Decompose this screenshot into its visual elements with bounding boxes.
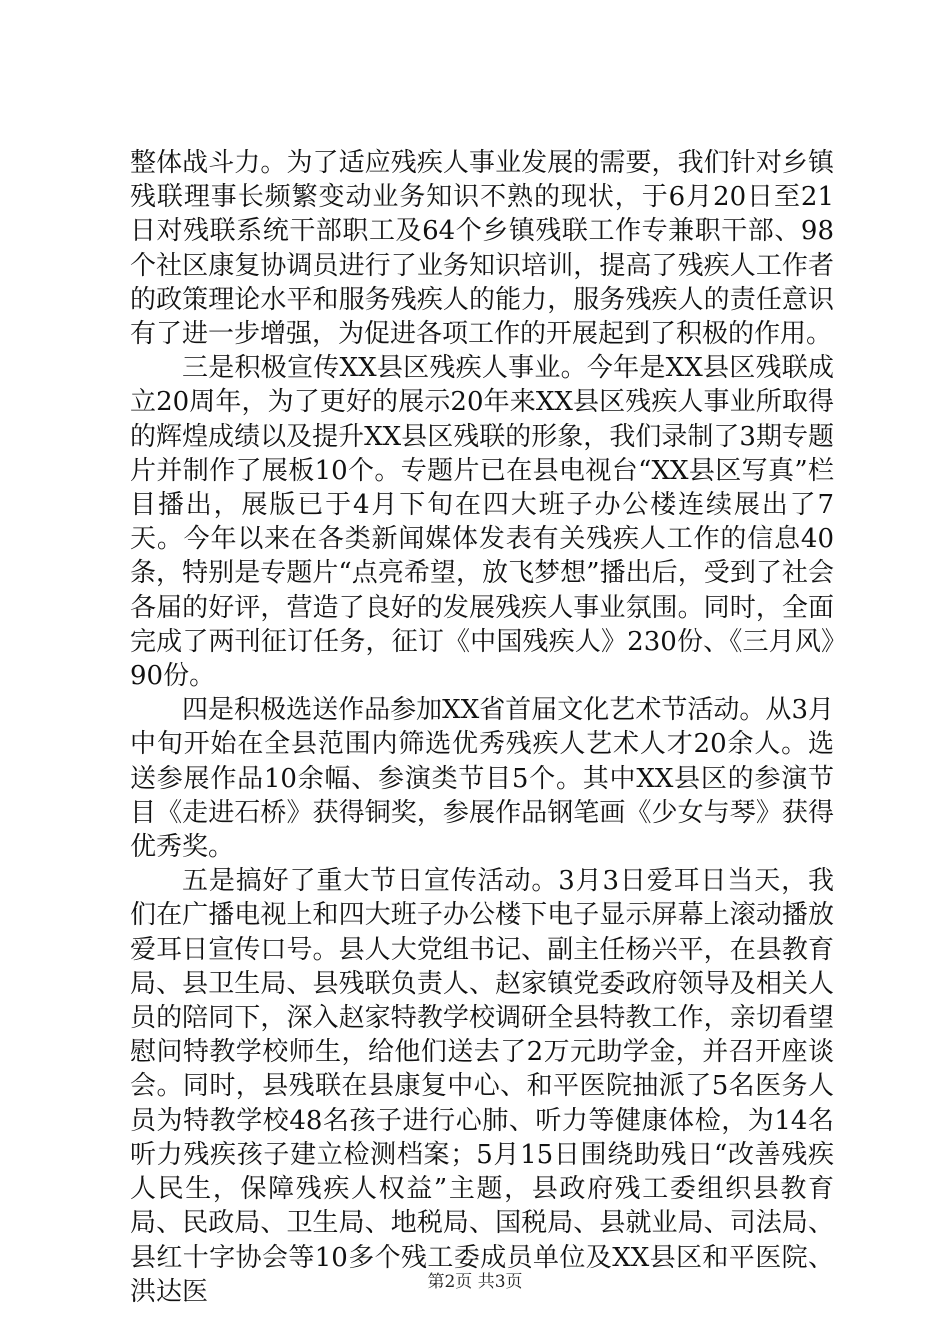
- page-footer: 第2页 共3页: [427, 1272, 523, 1292]
- paragraph-arts-festival: 四是积极选送作品参加XX省首届文化艺术节活动。从3月中旬开始在全县范围内筛选优秀残疾人艺术人才20余人。选送参展作品10余幅、参演类节目5个。其中XX县区的参演节目《走进石桥》获得铜奖，参展作品钢笔画《少女与琴》获得优秀奖。: [130, 695, 834, 863]
- paragraph-publicity: 三是积极宣传XX县区残疾人事业。今年是XX县区残联成立20周年，为了更好的展示20年来XX县区残疾人事业所取得的辉煌成绩以及提升XX县区残联的形象，我们录制了3期专题片并制作了展板10个。专题片已在县电视台“XX县区写真”栏目播出，展版已于4月下旬在四大班子办公楼连续展出了7天。今年以来在各类新闻媒体发表有关残疾人工作的信息40条，特别是专题片“点亮希望，放飞梦想”播出后，受到了社会各届的好评，营造了良好的发展残疾人事业氛围。同时，全面完成了两刊征订任务，征订《中国残疾人》230份、《三月风》90份。: [130, 353, 834, 692]
- paragraph-training: 整体战斗力。为了适应残疾人事业发展的需要，我们针对乡镇残联理事长频繁变动业务知识不熟的现状，于6月20日至21日对残联系统干部职工及64个乡镇残联工作专兼职干部、98个社区康复协调员进行了业务知识培训，提高了残疾人工作者的政策理论水平和服务残疾人的能力，服务残疾人的责任意识有了进一步增强，为促进各项工作的开展起到了积极的作用。: [130, 148, 834, 350]
- document-body: [130, 146, 834, 1309]
- paragraph-holiday-publicity: 五是搞好了重大节日宣传活动。3月3日爱耳日当天，我们在广播电视上和四大班子办公楼下电子显示屏幕上滚动播放爱耳日宣传口号。县人大党组书记、副主任杨兴平，在县教育局、县卫生局、县残联负责人、赵家镇党委政府领导及相关人员的陪同下，深入赵家特教学校调研全县特教工作，亲切看望慰问特教学校师生，给他们送去了2万元助学金，并召开座谈会。同时，县残联在县康复中心、和平医院抽派了5名医务人员为特教学校48名孩子进行心肺、听力等健康体检，为14名听力残疾孩子建立检测档案；5月15日围绕助残日“改善残疾人民生，保障残疾人权益”主题，县政府残工委组织县教育局、民政局、卫生局、地税局、国税局、县就业局、司法局、县红十字协会等10多个残工委成员单位及XX县区和平医院、洪达医: [130, 866, 834, 1307]
